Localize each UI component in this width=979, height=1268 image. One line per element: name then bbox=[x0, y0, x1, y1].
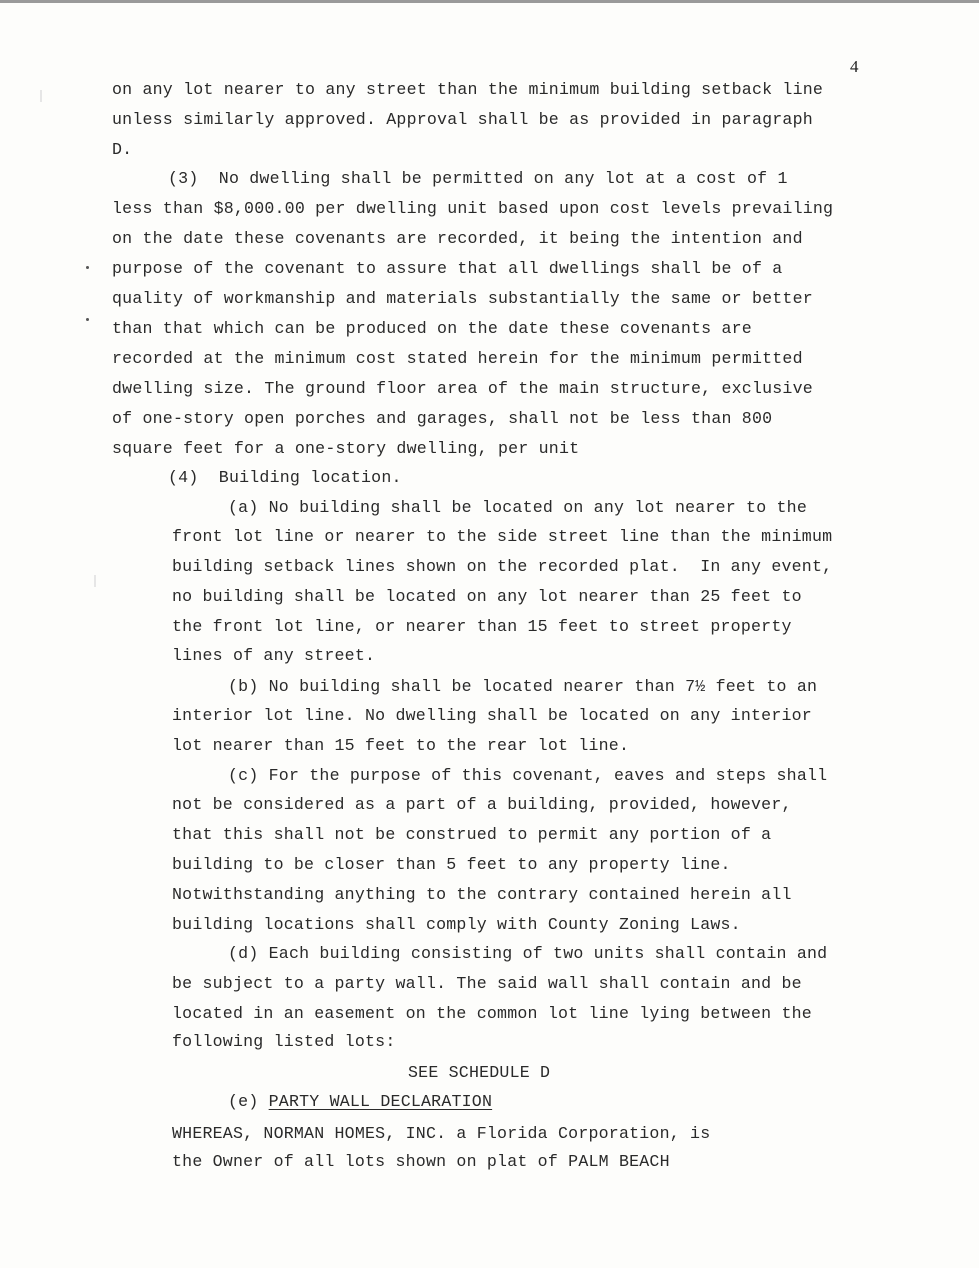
subsection-label: (e) bbox=[228, 1092, 269, 1111]
margin-mark bbox=[40, 90, 42, 102]
text-line: building setback lines shown on the recorded plat. In any event, bbox=[172, 557, 833, 576]
text-line: square feet for a one-story dwelling, per unit bbox=[112, 439, 580, 458]
text-line: following listed lots: bbox=[172, 1032, 396, 1051]
text-line: (4) Building location. bbox=[168, 468, 402, 487]
text-line: D. bbox=[112, 140, 133, 159]
text-line: (c) For the purpose of this covenant, eaves and steps shall bbox=[228, 766, 828, 785]
top-edge-rule bbox=[0, 0, 979, 3]
text-line: of one-story open porches and garages, shall not be less than 800 bbox=[112, 409, 773, 428]
schedule-reference: SEE SCHEDULE D bbox=[408, 1063, 551, 1082]
text-line: quality of workmanship and materials substantially the same or better bbox=[112, 289, 813, 308]
text-line: that this shall not be construed to permit any portion of a bbox=[172, 825, 772, 844]
text-line: building to be closer than 5 feet to any property line. bbox=[172, 855, 731, 874]
text-line: front lot line or nearer to the side street line than the minimum bbox=[172, 527, 833, 546]
margin-mark bbox=[86, 318, 89, 321]
text-line: located in an easement on the common lot line lying between the bbox=[172, 1004, 812, 1023]
text-line: on any lot nearer to any street than the minimum building setback line bbox=[112, 80, 824, 99]
text-line: be subject to a party wall. The said wall shall contain and be bbox=[172, 974, 802, 993]
text-line: unless similarly approved. Approval shall be as provided in paragraph bbox=[112, 110, 813, 129]
text-line: dwelling size. The ground floor area of the main structure, exclusive bbox=[112, 379, 813, 398]
text-line: the Owner of all lots shown on plat of PALM BEACH bbox=[172, 1152, 670, 1171]
text-line: not be considered as a part of a building, provided, however, bbox=[172, 795, 792, 814]
text-line: no building shall be located on any lot nearer than 25 feet to bbox=[172, 587, 802, 606]
text-line: less than $8,000.00 per dwelling unit based upon cost levels prevailing bbox=[112, 199, 834, 218]
text-line: recorded at the minimum cost stated herein for the minimum permitted bbox=[112, 349, 803, 368]
text-line bbox=[228, 1092, 492, 1112]
text-line: on the date these covenants are recorded, it being the intention and bbox=[112, 229, 803, 248]
text-line: (d) Each building consisting of two units shall contain and bbox=[228, 944, 828, 963]
text-line: interior lot line. No dwelling shall be located on any interior bbox=[172, 706, 812, 725]
text-line: (3) No dwelling shall be permitted on any lot at a cost of 1 bbox=[168, 169, 788, 188]
text-line: (b) No building shall be located nearer than 7½ feet to an bbox=[228, 677, 818, 696]
page-number: 4 bbox=[850, 57, 859, 76]
text-line: building locations shall comply with County Zoning Laws. bbox=[172, 915, 741, 934]
text-line: WHEREAS, NORMAN HOMES, INC. a Florida Corporation, is bbox=[172, 1124, 711, 1143]
section-heading: PARTY WALL DECLARATION bbox=[268, 1092, 493, 1111]
text-line: Notwithstanding anything to the contrary contained herein all bbox=[172, 885, 792, 904]
text-line: purpose of the covenant to assure that all dwellings shall be of a bbox=[112, 259, 783, 278]
text-line: than that which can be produced on the date these covenants are bbox=[112, 319, 752, 338]
text-line: lines of any street. bbox=[172, 646, 376, 665]
text-line: lot nearer than 15 feet to the rear lot line. bbox=[172, 736, 630, 755]
margin-mark bbox=[86, 266, 89, 269]
margin-mark bbox=[94, 575, 96, 587]
text-line: (a) No building shall be located on any lot nearer to the bbox=[228, 498, 807, 517]
text-line: the front lot line, or nearer than 15 feet to street property bbox=[172, 617, 792, 636]
